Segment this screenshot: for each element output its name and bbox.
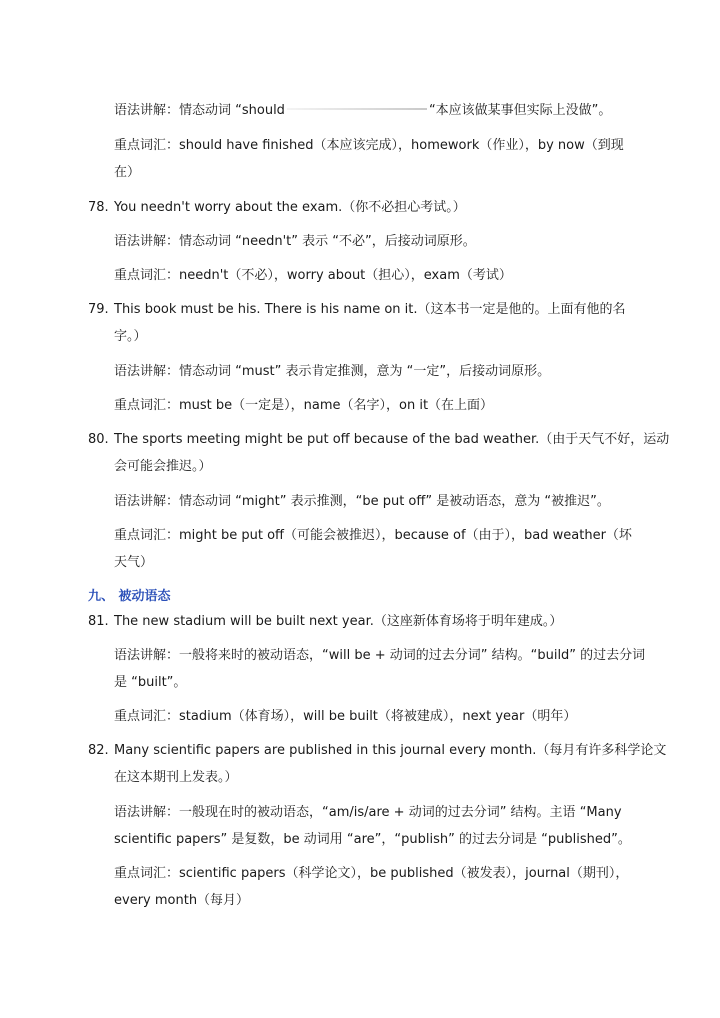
grammar-note-81: 语法讲解：一般将来时的被动语态，“will be + 动词的过去分词” 结构。“build” 的过去分词 bbox=[114, 648, 646, 663]
vocab-note-77: 重点词汇：should have finished（本应该完成），homework（作业），by now（到现 bbox=[114, 138, 624, 153]
vocab-note-81: 重点词汇：stadium（体育场），will be built（将被建成），next year（明年） bbox=[114, 709, 577, 724]
example-sentence-81: The new stadium will be built next year.（这座新体育场将于明年建成。） bbox=[114, 614, 563, 629]
vocab-note-82: 重点词汇：scientific papers（科学论文），be published（被发表），journal（期刊）， bbox=[114, 866, 629, 881]
item-number: 80. bbox=[88, 432, 109, 447]
grammar-note-78: 语法讲解：情态动词 “needn't” 表示 “不必”，后接动词原形。 bbox=[114, 234, 476, 249]
grammar-note-82: 语法讲解：一般现在时的被动语态，“am/is/are + 动词的过去分词” 结构。主语 “Many bbox=[114, 805, 622, 820]
grammar-note-81-cont: 是 “built”。 bbox=[114, 675, 187, 690]
grammar-text: 语法讲解：情态动词 “should bbox=[114, 103, 285, 118]
vocab-note-78: 重点词汇：needn't（不必），worry about（担心），exam（考试） bbox=[114, 268, 512, 283]
grammar-note-77 bbox=[114, 102, 611, 120]
example-sentence-80: The sports meeting might be put off because of the bad weather.（由于天气不好，运动 bbox=[114, 432, 670, 447]
vocab-note-80: 重点词汇：might be put off（可能会被推迟），because of（由于），bad weather（坏 bbox=[114, 528, 632, 543]
grammar-note-80: 语法讲解：情态动词 “might” 表示推测，“be put off” 是被动语态，意为 “被推迟”。 bbox=[114, 494, 610, 509]
vocab-note-79: 重点词汇：must be（一定是），name（名字），on it（在上面） bbox=[114, 398, 494, 413]
item-number: 79. bbox=[88, 302, 109, 317]
example-sentence-82-cont: 在这本期刊上发表。） bbox=[114, 770, 238, 785]
grammar-note-82-cont: scientific papers” 是复数，be 动词用 “are”，“publish” 的过去分词是 “published”。 bbox=[114, 832, 631, 847]
item-number: 78. bbox=[88, 200, 109, 215]
grammar-text: “本应该做某事但实际上没做”。 bbox=[428, 103, 612, 118]
example-sentence-80-cont: 会可能会推迟。） bbox=[114, 459, 212, 474]
vocab-note-80-cont: 天气） bbox=[114, 555, 154, 570]
example-sentence-79: This book must be his. There is his name on it.（这本书一定是他的。上面有他的名 bbox=[114, 302, 626, 317]
item-number: 82. bbox=[88, 743, 109, 758]
redacted-strip bbox=[287, 108, 427, 110]
example-sentence-79-cont: 字。） bbox=[114, 329, 147, 344]
section-heading-passive-voice: 九、 被动语态 bbox=[88, 589, 171, 604]
example-sentence-82: Many scientific papers are published in this journal every month.（每月有许多科学论文 bbox=[114, 743, 667, 758]
example-sentence-78: You needn't worry about the exam.（你不必担心考试。） bbox=[114, 200, 466, 215]
vocab-note-82-cont: every month（每月） bbox=[114, 893, 250, 908]
item-number: 81. bbox=[88, 614, 109, 629]
grammar-note-79: 语法讲解：情态动词 “must” 表示肯定推测，意为 “一定”，后接动词原形。 bbox=[114, 364, 551, 379]
vocab-note-77-cont: 在） bbox=[114, 165, 141, 180]
